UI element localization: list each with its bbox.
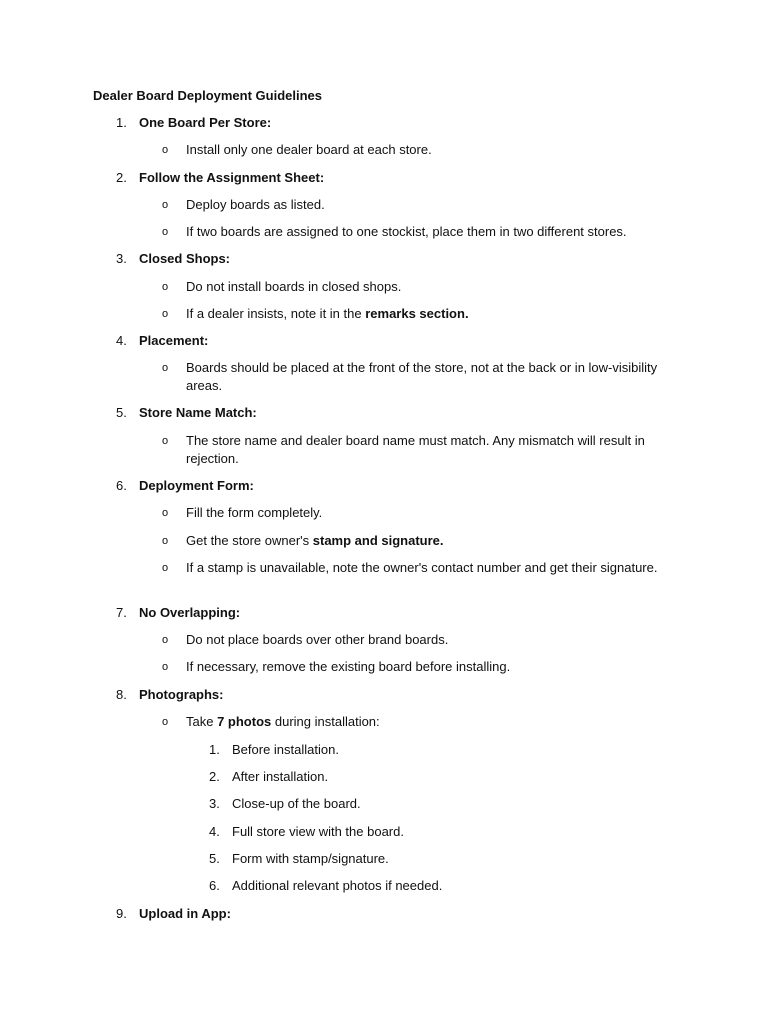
bullet-circle-icon: o xyxy=(162,661,169,673)
section-4-bullet-1 xyxy=(162,359,662,395)
section-4-heading xyxy=(116,332,716,350)
photo-subitem-1 xyxy=(209,741,609,759)
subitem-text: Form with stamp/signature. xyxy=(232,851,389,866)
section-heading-text: Upload in App: xyxy=(139,906,231,921)
section-heading-text: Store Name Match: xyxy=(139,405,257,420)
bullet-text: Boards should be placed at the front of the store, not at the back or in low-visibility areas. xyxy=(186,360,658,393)
bullet-circle-icon: o xyxy=(162,199,169,211)
bullet-circle-icon: o xyxy=(162,308,169,320)
section-6-bullet-1 xyxy=(162,504,662,522)
bullet-text: Do not install boards in closed shops. xyxy=(186,279,402,294)
section-8-heading xyxy=(116,686,716,704)
bullet-text: The store name and dealer board name must match. Any mismatch will result in rejection. xyxy=(186,433,645,466)
section-1-bullet-1 xyxy=(162,141,662,159)
section-2-bullet-1 xyxy=(162,196,662,214)
section-6-bullet-3 xyxy=(162,559,662,577)
section-3-bullet-2 xyxy=(162,305,662,323)
subitem-text: Additional relevant photos if needed. xyxy=(232,878,443,893)
subitem-text: Close-up of the board. xyxy=(232,796,361,811)
subitem-number: 5. xyxy=(209,851,220,866)
bullet-circle-icon: o xyxy=(162,281,169,293)
section-5-bullet-1 xyxy=(162,432,662,468)
section-heading-text: No Overlapping: xyxy=(139,605,241,620)
photo-subitem-5 xyxy=(209,850,609,868)
section-heading-text: Closed Shops: xyxy=(139,251,231,266)
section-number: 7. xyxy=(116,605,127,620)
section-3-bullet-1 xyxy=(162,278,662,296)
bullet-circle-icon: o xyxy=(162,226,169,238)
bullet-circle-icon: o xyxy=(162,435,169,447)
bullet-bold-text: remarks section. xyxy=(365,306,469,321)
bullet-text: If necessary, remove the existing board before installing. xyxy=(186,659,511,674)
bullet-text: If two boards are assigned to one stockist, place them in two different stores. xyxy=(186,224,627,239)
section-heading-text: One Board Per Store: xyxy=(139,115,272,130)
bullet-text: Install only one dealer board at each store. xyxy=(186,142,432,157)
section-number: 8. xyxy=(116,687,127,702)
bullet-text: If a dealer insists, note it in the xyxy=(186,306,366,321)
document-title: Dealer Board Deployment Guidelines xyxy=(93,88,323,103)
section-number: 1. xyxy=(116,115,127,130)
bullet-circle-icon: o xyxy=(162,362,169,374)
bullet-text: Take xyxy=(186,714,218,729)
subitem-number: 2. xyxy=(209,769,220,784)
section-heading-text: Follow the Assignment Sheet: xyxy=(139,170,325,185)
section-2-bullet-2 xyxy=(162,223,662,241)
bullet-text: Deploy boards as listed. xyxy=(186,197,325,212)
section-7-heading xyxy=(116,604,716,622)
subitem-number: 6. xyxy=(209,878,220,893)
section-number: 2. xyxy=(116,170,127,185)
section-heading-text: Photographs: xyxy=(139,687,224,702)
photo-subitem-6 xyxy=(209,877,609,895)
section-number: 6. xyxy=(116,478,127,493)
section-heading-text: Placement: xyxy=(139,333,209,348)
subitem-text: Before installation. xyxy=(232,742,339,757)
bullet-text: Get the store owner's xyxy=(186,533,313,548)
bullet-circle-icon: o xyxy=(162,507,169,519)
bullet-text: Fill the form completely. xyxy=(186,505,323,520)
section-2-heading xyxy=(116,169,716,187)
section-number: 5. xyxy=(116,405,127,420)
bullet-circle-icon: o xyxy=(162,144,169,156)
section-number: 4. xyxy=(116,333,127,348)
section-6-bullet-2 xyxy=(162,532,662,550)
section-5-heading xyxy=(116,404,716,422)
bullet-circle-icon: o xyxy=(162,716,169,728)
section-heading-text: Deployment Form: xyxy=(139,478,254,493)
section-number: 9. xyxy=(116,906,127,921)
bullet-text: Do not place boards over other brand boards. xyxy=(186,632,449,647)
section-8-bullet-1 xyxy=(162,713,662,731)
bullet-circle-icon: o xyxy=(162,535,169,547)
subitem-text: After installation. xyxy=(232,769,329,784)
bullet-circle-icon: o xyxy=(162,562,169,574)
bullet-circle-icon: o xyxy=(162,634,169,646)
section-1-heading xyxy=(116,114,716,132)
section-3-heading xyxy=(116,250,716,268)
subitem-number: 1. xyxy=(209,742,220,757)
section-6-heading xyxy=(116,477,716,495)
section-number: 3. xyxy=(116,251,127,266)
bullet-text: If a stamp is unavailable, note the owner's contact number and get their signature. xyxy=(186,560,658,575)
section-7-bullet-2 xyxy=(162,658,662,676)
bullet-bold-text: 7 photos xyxy=(217,714,272,729)
photo-subitem-3 xyxy=(209,795,609,813)
subitem-number: 3. xyxy=(209,796,220,811)
section-7-bullet-1 xyxy=(162,631,662,649)
subitem-number: 4. xyxy=(209,824,220,839)
subitem-text: Full store view with the board. xyxy=(232,824,404,839)
photo-subitem-4 xyxy=(209,823,609,841)
section-9-heading xyxy=(116,905,716,923)
photo-subitem-2 xyxy=(209,768,609,786)
bullet-bold-text: stamp and signature. xyxy=(312,533,444,548)
bullet-text-after: during installation: xyxy=(271,714,380,729)
